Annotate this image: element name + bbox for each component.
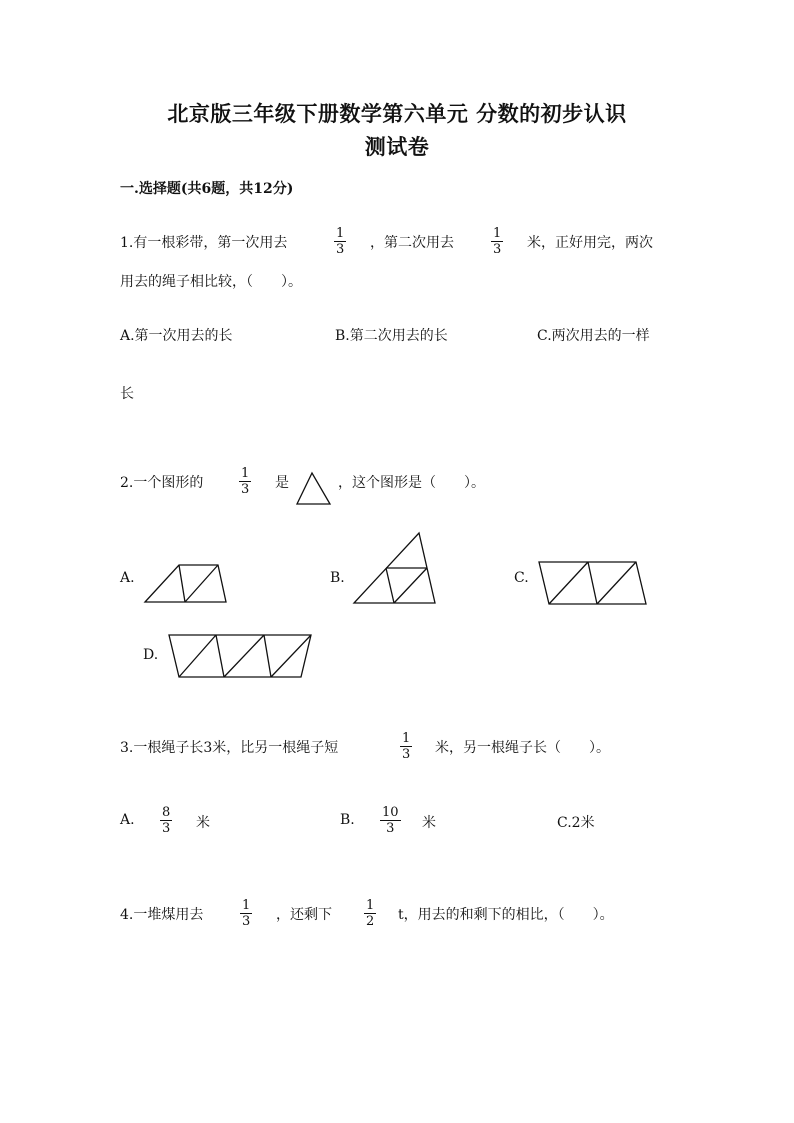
q1-text-a: 1.有一根彩带，第一次用去 [120,235,288,251]
q1-frac1-denominator: 3 [336,242,345,257]
q3-frac-denominator: 3 [402,747,411,762]
q4-frac1-numerator: 1 [242,898,251,913]
q1-text-c: 米，正好用完，两次 [527,235,653,251]
q3-frac-numerator: 1 [402,731,411,746]
q3-fraction [400,731,412,762]
q2-frac-numerator: 1 [241,466,250,481]
q3-opt-a-numerator: 8 [162,805,171,820]
q3-option-c[interactable]: C.2米 [557,815,595,831]
q2-option-c-figure[interactable] [538,561,648,606]
q4-frac2-denominator: 2 [366,914,375,929]
q2-fraction [239,466,251,497]
q2-text-c: ，这个图形是（ ）。 [338,475,485,491]
q3-opt-a-denominator: 3 [162,821,171,836]
q1-frac2-denominator: 3 [493,242,502,257]
small-triangle-figure [296,472,332,506]
q3-option-b-unit: 米 [422,815,436,831]
q4-fraction-1 [240,898,252,929]
q1-option-b[interactable]: B.第二次用去的长 [335,328,448,344]
q2-option-d-figure[interactable] [168,634,314,679]
q2-option-b-figure[interactable] [353,532,437,605]
q2-option-b-label[interactable]: B. [330,570,345,586]
q1-frac2-numerator: 1 [493,226,502,241]
q3-option-b-fraction [380,805,401,836]
q1-option-a[interactable]: A.第一次用去的长 [120,328,233,344]
q1-text-b: ，第二次用去 [370,235,454,251]
page-subtitle: 测试卷 [364,134,430,159]
q2-option-a-label[interactable]: A. [120,570,135,586]
q4-frac1-denominator: 3 [242,914,251,929]
q1-option-c[interactable]: C.两次用去的一样 [537,328,650,344]
q3-opt-b-denominator: 3 [386,821,395,836]
q2-text-b: 是 [275,475,289,491]
q1-fraction-1 [334,226,346,257]
q3-opt-b-numerator: 10 [382,805,399,820]
q4-text-a: 4.一堆煤用去 [120,907,204,923]
q3-option-a-label[interactable]: A. [120,812,135,828]
q1-frac1-numerator: 1 [336,226,345,241]
q2-option-a-figure[interactable] [144,564,228,604]
q3-option-a-unit: 米 [196,815,210,831]
q3-option-a-fraction [160,805,172,836]
q4-fraction-2 [364,898,376,929]
q4-text-b: ，还剩下 [276,907,332,923]
q4-frac2-numerator: 1 [366,898,375,913]
page-title: 北京版三年级下册数学第六单元 分数的初步认识 [167,101,627,126]
q3-text-a: 3.一根绳子长3米，比另一根绳子短 [120,740,339,756]
q1-fraction-2 [491,226,503,257]
q1-text-line2: 用去的绳子相比较，（ ）。 [120,274,302,290]
section-heading: 一.选择题(共6题，共12分) [120,181,294,197]
q2-option-d-label[interactable]: D. [143,647,159,663]
q2-text-a: 2.一个图形的 [120,475,204,491]
q3-option-b-label[interactable]: B. [340,812,355,828]
q3-text-b: 米，另一根绳子长（ ）。 [435,740,610,756]
q4-text-c: t，用去的和剩下的相比，（ ）。 [398,907,614,923]
q2-option-c-label[interactable]: C. [514,570,529,586]
q2-frac-denominator: 3 [241,482,250,497]
q1-option-c-continued: 长 [120,386,134,402]
